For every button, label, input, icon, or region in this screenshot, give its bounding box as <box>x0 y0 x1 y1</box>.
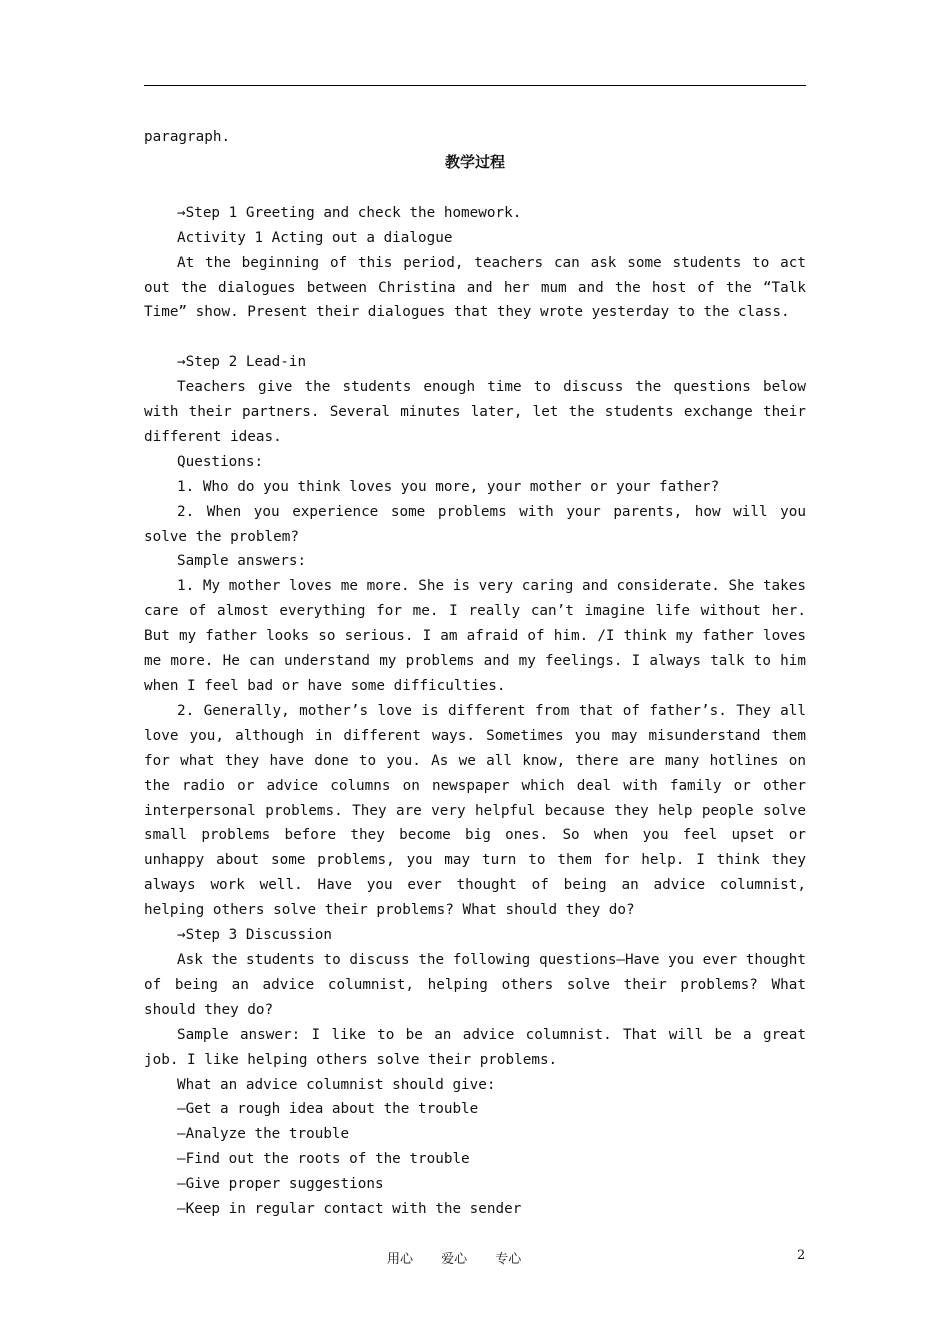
list-intro: What an advice columnist should give: <box>177 1076 496 1093</box>
sample-answers-label: Sample answers: <box>177 553 307 570</box>
question-item: 1. Who do you think loves you more, your mother or your father? <box>177 478 720 495</box>
spacer <box>144 325 806 350</box>
step3-sample-answer: Sample answer: I like to be an advice columnist. That will be a great job. I like helping others solve their problems. <box>144 1026 806 1068</box>
spacer <box>144 175 806 201</box>
continued-paragraph-end: paragraph. <box>144 129 231 145</box>
step2-paragraph: Teachers give the students enough time to discuss the questions below with their partners. Several minutes later, let the students exchange their different ideas. <box>144 379 806 445</box>
answer-item: 2. Generally, mother’s love is different from that of father’s. They all love you, although in different ways. Sometimes you may misunderstand them for what they have done to you. As we all know, there are many hotlines on the radio or advice columns on newspaper which deal with family or other interpersonal problems. They are very helpful because they help people solve small problems before they become big ones. So when you feel upset or unhappy about some problems, you may turn to them for help. I think they always work well. Have you ever thought of being an advice columnist, helping others solve their problems? What should they do? <box>144 702 806 919</box>
list-item: —Analyze the trouble <box>177 1126 350 1143</box>
answer-item: 1. My mother loves me more. She is very caring and considerate. She takes care of almost everything for me. I really can’t imagine life without her. But my father looks so serious. I am afraid of him. /I think my father loves me more. He can understand my problems and my feelings. I always talk to him when I feel bad or have some difficulties. <box>144 578 806 694</box>
step1-heading: →Step 1 Greeting and check the homework. <box>177 204 522 221</box>
footer-motto: 用心 爱心 专心 <box>387 1252 522 1267</box>
step2-heading: →Step 2 Lead-in <box>177 354 307 371</box>
page-footer <box>0 1248 950 1268</box>
list-item: —Find out the roots of the trouble <box>177 1151 470 1168</box>
step1-paragraph: At the beginning of this period, teachers can ask some students to act out the dialogues between Christina and her mum and the host of the “Talk Time” show. Present their dialogues that they wrote yesterday to the class. <box>144 254 806 321</box>
questions-label: Questions: <box>177 453 264 470</box>
step3-heading: →Step 3 Discussion <box>177 927 332 944</box>
list-item: —Keep in regular contact with the sender <box>177 1201 522 1218</box>
document-body <box>144 125 806 1222</box>
list-item: —Get a rough idea about the trouble <box>177 1101 479 1118</box>
question-item: 2. When you experience some problems with your parents, how will you solve the problem? <box>144 503 806 545</box>
page-number: 2 <box>797 1248 806 1263</box>
step3-paragraph: Ask the students to discuss the following questions—Have you ever thought of being an advice columnist, helping others solve their problems? What should they do? <box>144 951 806 1018</box>
list-item: —Give proper suggestions <box>177 1176 384 1193</box>
section-title: 教学过程 <box>444 152 505 171</box>
activity1-heading: Activity 1 Acting out a dialogue <box>177 229 453 246</box>
header-rule <box>144 85 806 86</box>
